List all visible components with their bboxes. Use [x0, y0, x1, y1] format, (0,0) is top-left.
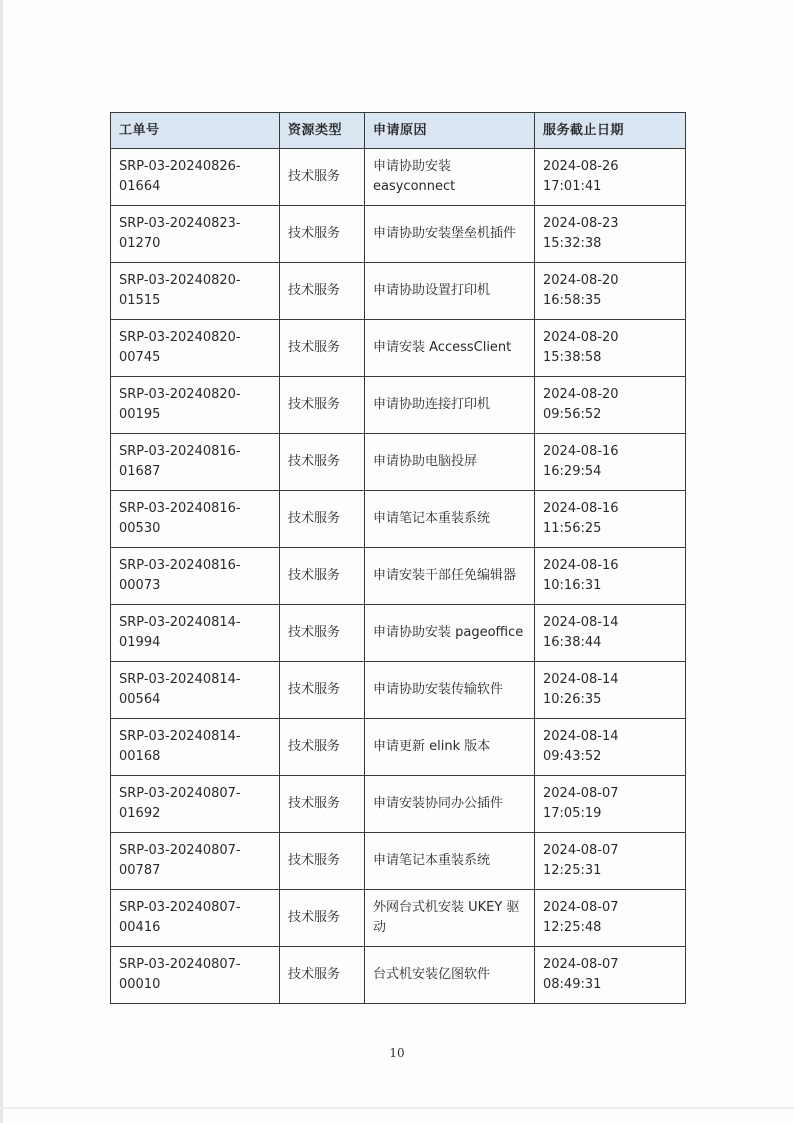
request-reason-cell: 外网台式机安装 UKEY 驱动 [365, 890, 535, 947]
service-deadline-cell: 2024-08-20 15:38:58 [535, 320, 686, 377]
service-deadline-cell: 2024-08-23 15:32:38 [535, 206, 686, 263]
request-reason-cell: 申请协助安装传输软件 [365, 662, 535, 719]
table-row [111, 605, 686, 662]
service-deadline-cell: 2024-08-07 17:05:19 [535, 776, 686, 833]
ticket-id-cell: SRP-03-20240807-01692 [111, 776, 280, 833]
request-reason-cell: 申请协助设置打印机 [365, 263, 535, 320]
request-reason-cell: 申请协助安装 pageoffice [365, 605, 535, 662]
ticket-id-cell: SRP-03-20240826-01664 [111, 149, 280, 206]
table-row [111, 320, 686, 377]
header-resource-type: 资源类型 [280, 113, 365, 149]
request-reason-cell: 申请笔记本重装系统 [365, 833, 535, 890]
table-header-row [111, 113, 686, 149]
resource-type-cell: 技术服务 [280, 320, 365, 377]
service-deadline-cell: 2024-08-16 11:56:25 [535, 491, 686, 548]
service-deadline-cell: 2024-08-14 16:38:44 [535, 605, 686, 662]
request-reason-cell: 申请协助电脑投屏 [365, 434, 535, 491]
page-edge [0, 0, 3, 1123]
ticket-id-cell: SRP-03-20240820-00195 [111, 377, 280, 434]
ticket-id-cell: SRP-03-20240814-00168 [111, 719, 280, 776]
service-deadline-cell: 2024-08-20 09:56:52 [535, 377, 686, 434]
page-number: 10 [389, 1046, 405, 1060]
resource-type-cell: 技术服务 [280, 947, 365, 1004]
ticket-id-cell: SRP-03-20240807-00787 [111, 833, 280, 890]
table-row [111, 206, 686, 263]
resource-type-cell: 技术服务 [280, 605, 365, 662]
service-deadline-cell: 2024-08-26 17:01:41 [535, 149, 686, 206]
table-row [111, 890, 686, 947]
resource-type-cell: 技术服务 [280, 434, 365, 491]
resource-type-cell: 技术服务 [280, 890, 365, 947]
request-reason-cell: 申请安装 AccessClient [365, 320, 535, 377]
ticket-id-cell: SRP-03-20240807-00416 [111, 890, 280, 947]
table-row [111, 377, 686, 434]
ticket-id-cell: SRP-03-20240820-00745 [111, 320, 280, 377]
service-deadline-cell: 2024-08-14 10:26:35 [535, 662, 686, 719]
request-reason-cell: 申请安装干部任免编辑器 [365, 548, 535, 605]
resource-type-cell: 技术服务 [280, 776, 365, 833]
ticket-id-cell: SRP-03-20240820-01515 [111, 263, 280, 320]
service-deadline-cell: 2024-08-20 16:58:35 [535, 263, 686, 320]
service-deadline-cell: 2024-08-07 12:25:48 [535, 890, 686, 947]
table-row [111, 263, 686, 320]
header-request-reason: 申请原因 [365, 113, 535, 149]
table-row [111, 434, 686, 491]
table-row [111, 491, 686, 548]
table-row [111, 776, 686, 833]
ticket-id-cell: SRP-03-20240816-00530 [111, 491, 280, 548]
table-row [111, 662, 686, 719]
table-row [111, 548, 686, 605]
resource-type-cell: 技术服务 [280, 377, 365, 434]
table-row [111, 947, 686, 1004]
service-ticket-table [110, 112, 686, 1004]
page-edge-bottom [0, 1107, 794, 1109]
resource-type-cell: 技术服务 [280, 263, 365, 320]
table-row [111, 719, 686, 776]
service-deadline-cell: 2024-08-16 16:29:54 [535, 434, 686, 491]
request-reason-cell: 申请协助安装 easyconnect [365, 149, 535, 206]
ticket-id-cell: SRP-03-20240816-01687 [111, 434, 280, 491]
ticket-id-cell: SRP-03-20240816-00073 [111, 548, 280, 605]
ticket-id-cell: SRP-03-20240823-01270 [111, 206, 280, 263]
header-ticket-id: 工单号 [111, 113, 280, 149]
request-reason-cell: 申请协助连接打印机 [365, 377, 535, 434]
request-reason-cell: 申请安装协同办公插件 [365, 776, 535, 833]
resource-type-cell: 技术服务 [280, 491, 365, 548]
service-deadline-cell: 2024-08-16 10:16:31 [535, 548, 686, 605]
request-reason-cell: 台式机安装亿图软件 [365, 947, 535, 1004]
header-service-deadline: 服务截止日期 [535, 113, 686, 149]
service-deadline-cell: 2024-08-07 08:49:31 [535, 947, 686, 1004]
resource-type-cell: 技术服务 [280, 206, 365, 263]
service-deadline-cell: 2024-08-07 12:25:31 [535, 833, 686, 890]
ticket-id-cell: SRP-03-20240814-00564 [111, 662, 280, 719]
request-reason-cell: 申请协助安装堡垒机插件 [365, 206, 535, 263]
ticket-id-cell: SRP-03-20240807-00010 [111, 947, 280, 1004]
request-reason-cell: 申请笔记本重装系统 [365, 491, 535, 548]
resource-type-cell: 技术服务 [280, 662, 365, 719]
ticket-id-cell: SRP-03-20240814-01994 [111, 605, 280, 662]
table-row [111, 833, 686, 890]
table-row [111, 149, 686, 206]
resource-type-cell: 技术服务 [280, 833, 365, 890]
resource-type-cell: 技术服务 [280, 548, 365, 605]
request-reason-cell: 申请更新 elink 版本 [365, 719, 535, 776]
service-deadline-cell: 2024-08-14 09:43:52 [535, 719, 686, 776]
resource-type-cell: 技术服务 [280, 149, 365, 206]
resource-type-cell: 技术服务 [280, 719, 365, 776]
